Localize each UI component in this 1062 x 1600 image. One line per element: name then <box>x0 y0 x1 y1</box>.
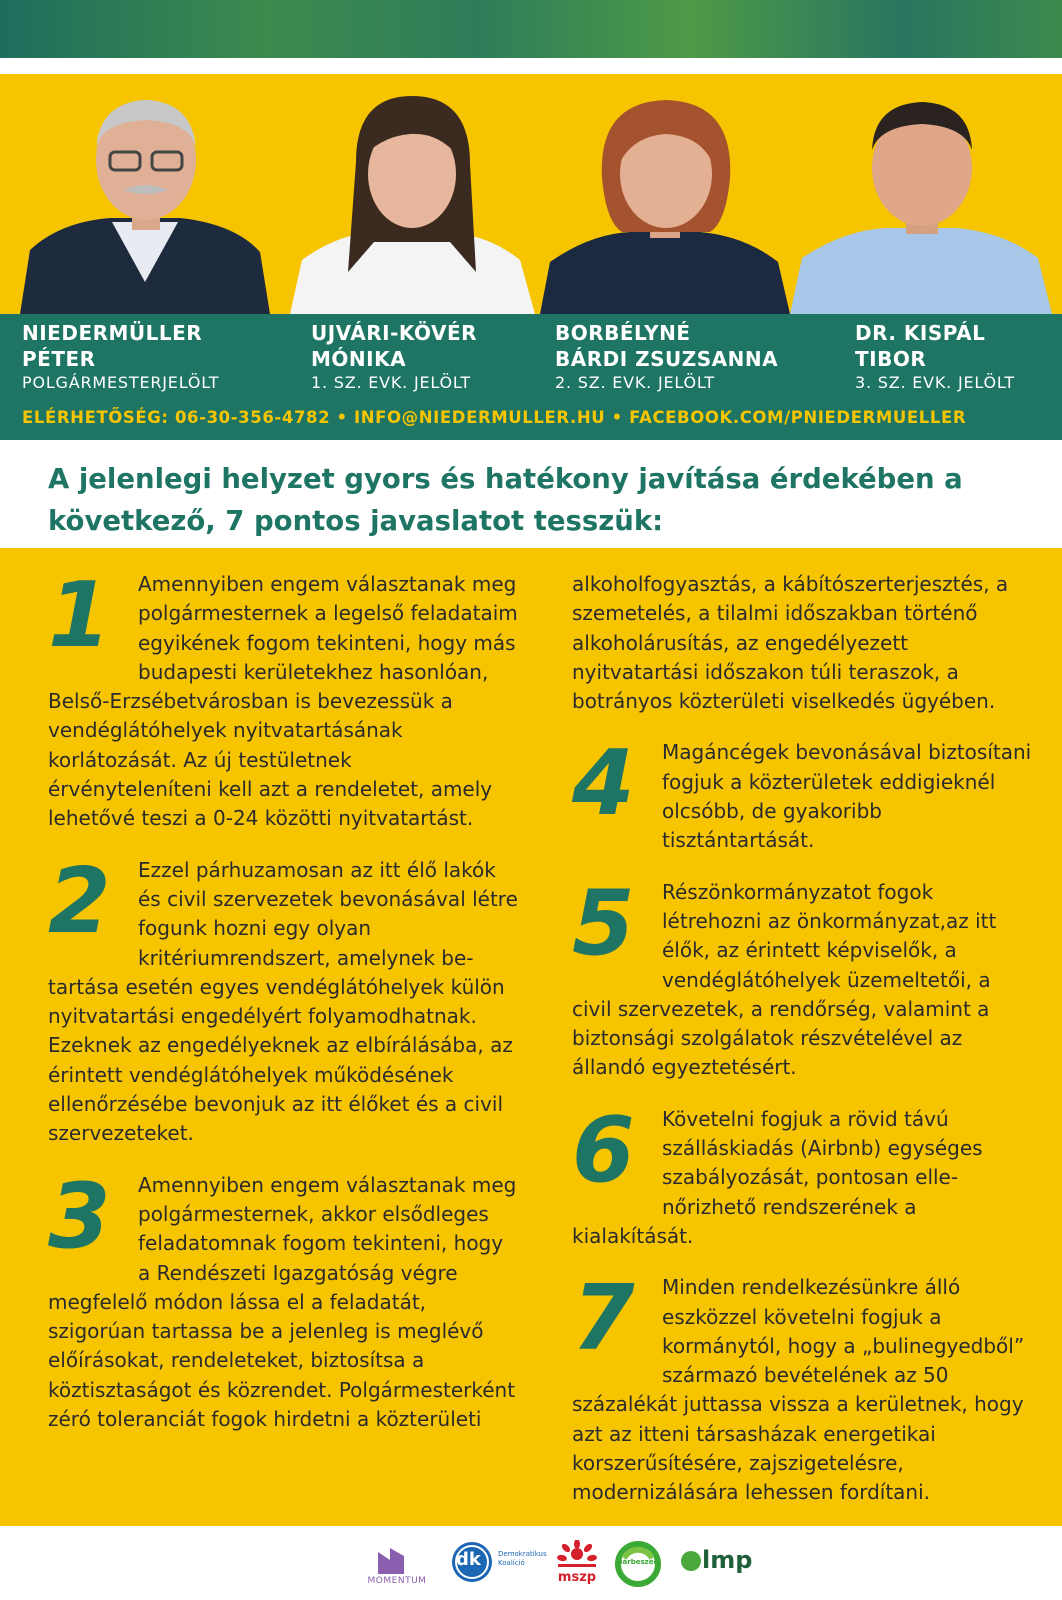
proposal-text: alkoholfogyasztás, a kábítószerterjesztés, a szemetelés, a tilalmi időszakban történő alkoholárusítás, az engedélyezett nyitvatartási időszakon túli teraszok, a botrányos közterületi viselkedés ügyében. <box>572 572 1009 714</box>
candidate-2 <box>311 320 477 394</box>
contact-line: ELÉRHETŐSÉG: 06-30-356-4782 • INFO@NIEDERMULLER.HU • FACEBOOK.COM/PNIEDERMUELLER <box>22 408 967 427</box>
momentum-logo <box>360 1540 434 1588</box>
proposal-item <box>572 731 1032 855</box>
top-banner <box>0 0 1062 58</box>
portrait-ujvari-kover <box>290 82 535 314</box>
proposal-number: 1 <box>48 563 107 668</box>
lmp-logo-text: lmp <box>702 1546 753 1574</box>
proposal-text: Amennyiben engem választanak meg polgármesternek, akkor elsődleges feladatomnak fogom tekinteni, hogy a Rendészeti Igazgatóság végre megfelelő módon lássa el a feladatát, szigorúan tartassa be a jelenleg is meglévő előírásokat, rendeleteket, biztosítsa a köztisztaságot és közrendet. Polgármesterként zéró toleranciát fogok hirdetni a közterületi <box>48 1172 517 1432</box>
proposals-column-left <box>48 563 518 1452</box>
parbeszed-logo-text: párbeszéd <box>617 1558 659 1566</box>
proposal-item <box>572 1097 1032 1251</box>
lmp-logo <box>680 1540 753 1588</box>
mszp-logo-text: mszp <box>557 1570 597 1585</box>
candidate-name: NIEDERMÜLLER PÉTER <box>22 321 203 371</box>
banner-gap <box>0 58 1062 74</box>
proposal-number: 7 <box>572 1266 631 1372</box>
proposals <box>0 548 1062 1526</box>
proposal-item <box>48 1163 518 1435</box>
dk-logo-subtitle: Demokratikus Koalíció <box>498 1550 547 1567</box>
proposal-text: Magáncégek bevonásával biztosítani fogjuk a közterületek eddigieknél olcsóbb, de gyakoribb tisztántartását. <box>662 740 1032 853</box>
candidate-role: 2. SZ. EVK. JELÖLT <box>555 373 716 392</box>
proposal-item <box>48 848 518 1149</box>
proposal-item <box>572 870 1032 1083</box>
proposal-continuation <box>572 570 1032 716</box>
candidate-4 <box>855 320 1015 394</box>
proposal-text: Amennyiben engem választanak meg polgármesternek a legelső feladataim egyikének fogom tekinteni, hogy más budapesti kerületekhez hasonlóan, Belső-Erzsébetvárosban is bevezessük a vendéglátóhelyek nyitvatartásának korlátozását. Az új testületnek érvényteleníteni kell azt a rendeletet, amely lehetővé teszi a 0-24 közötti nyitvatartást. <box>48 572 518 831</box>
parbeszed-logo <box>614 1540 666 1588</box>
headline-area <box>0 440 1062 548</box>
dk-logo-text: dk <box>456 1549 481 1570</box>
portrait-niedermuller <box>20 82 270 314</box>
proposal-number: 6 <box>572 1097 631 1203</box>
candidate-photos <box>0 74 1062 314</box>
proposals-column-right <box>572 570 1032 1526</box>
candidate-name: DR. KISPÁL TIBOR <box>855 321 986 371</box>
candidate-1 <box>22 320 219 394</box>
party-logos <box>0 1526 1062 1600</box>
proposal-number: 5 <box>572 870 631 976</box>
proposal-text: Követelni fogjuk a rövid távú szálláskiadás (Airbnb) egységes szabályozását, pontosan ellenőrizhető rendszerének a kialakítását. <box>572 1106 983 1248</box>
candidate-3 <box>555 320 778 394</box>
proposal-text: Minden rendelkezésünkre álló eszközzel követelni fogjuk a kormánytól, hogy a „bulinegyedből” származó bevételének az 50 százalékát juttassa vissza a kerületnek, hogy azt az itteni társasházak energetikai korszerűsítésére, zajszigetelésre, modernizálására lehessen fordítani. <box>572 1275 1025 1505</box>
proposal-number: 3 <box>48 1163 107 1269</box>
candidate-role: 1. SZ. EVK. JELÖLT <box>311 373 472 392</box>
mszp-logo <box>552 1540 602 1588</box>
proposal-number: 4 <box>572 731 631 837</box>
proposal-item <box>48 563 518 834</box>
portrait-borbelyne <box>540 82 790 314</box>
proposal-number: 2 <box>48 848 107 954</box>
momentum-logo-text: MOMENTUM <box>367 1576 427 1586</box>
candidate-name: UJVÁRI-KÖVÉR MÓNIKA <box>311 321 478 371</box>
candidate-name: BORBÉLYNÉ BÁRDI ZSUZSANNA <box>555 321 779 371</box>
dk-logo <box>450 1540 550 1588</box>
candidates-bar <box>0 314 1062 440</box>
proposal-text: Részönkormányzatot fogok létrehozni az önkormányzat,az itt élők, az érintett képviselők, a vendéglátóhelyek üzemeltetői, a civil szervezetek, a rendőrség, valamint a biztonsági szolgálatok részvételével az állandó egyeztetésért. <box>572 879 997 1080</box>
proposal-text: Ezzel párhuzamosan az itt élő lakók és civil szervezetek bevonásával létre fogunk hozni egy olyan kritériumrendszert, amelynek betartása esetén egyes vendéglátóhelyek külön nyitvatartási engedélyért folyamodhatnak. Ezeknek az engedélyeknek az elbírálásába, az érintett vendéglátóhelyek működésének ellenőrzésébe bevonjuk az itt élőket és a civil szervezeteket. <box>48 857 518 1146</box>
proposal-item <box>572 1266 1032 1507</box>
candidate-role: POLGÁRMESTERJELÖLT <box>22 373 220 392</box>
portrait-kispal <box>790 82 1052 314</box>
candidate-role: 3. SZ. EVK. JELÖLT <box>855 373 1016 392</box>
headline: A jelenlegi helyzet gyors és hatékony javítása érdekében a következő, 7 pontos javaslatot tesszük: <box>48 463 963 537</box>
